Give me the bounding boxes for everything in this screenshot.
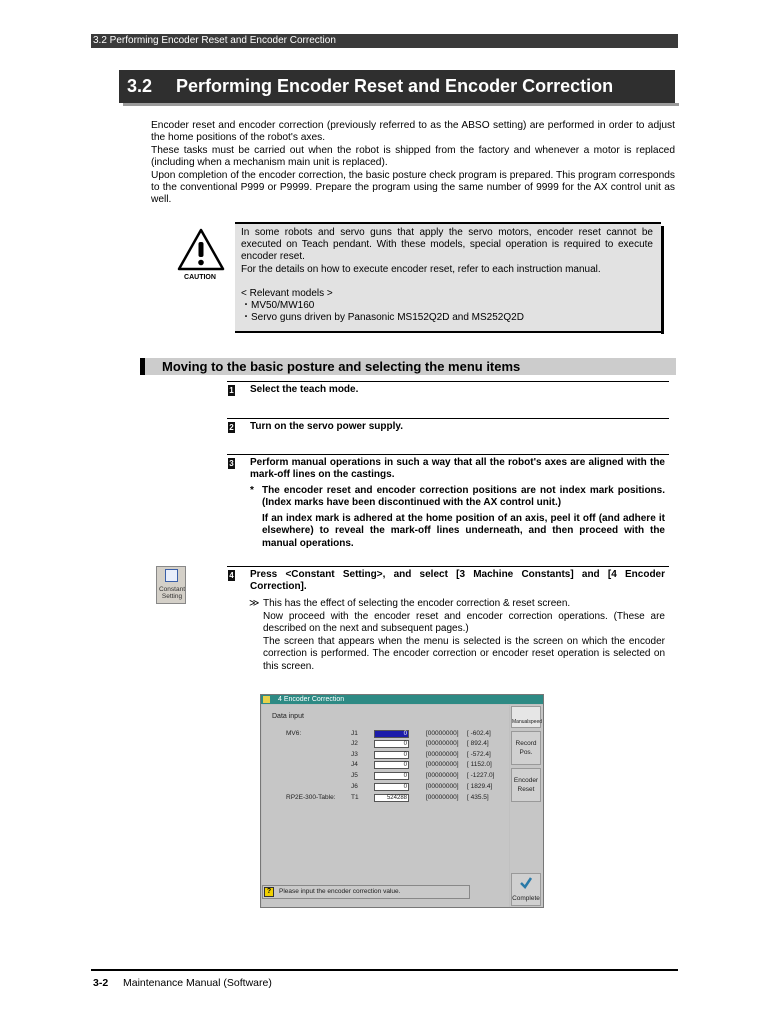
- caution-label: CAUTION: [184, 274, 216, 281]
- settings-glyph-icon: [165, 569, 178, 582]
- step-rule: [227, 381, 669, 382]
- mode-label: Manualspeed: [512, 719, 543, 725]
- note-mark: *: [250, 485, 254, 496]
- result-mark: ≫: [249, 598, 260, 609]
- footer-title: Maintenance Manual (Software): [123, 977, 272, 989]
- caution-line: < Relevant models >: [241, 287, 333, 299]
- axis-code: [00000000]: [426, 730, 459, 737]
- section-title-text: Performing Encoder Reset and Encoder Correction: [176, 76, 614, 96]
- message-text: Please input the encoder correction value.: [279, 888, 401, 895]
- section-title-shadow: [123, 103, 679, 106]
- axis-angle: [ 1152.0]: [467, 761, 492, 768]
- step-rule: [227, 454, 669, 455]
- caution-spacer: [241, 276, 653, 288]
- axis-value-field[interactable]: 0: [374, 761, 409, 769]
- step-number: 4: [229, 571, 234, 580]
- page-number: 3-2: [93, 977, 109, 989]
- screen-side-panel: [510, 705, 543, 907]
- step-note: The encoder reset and encoder correction positions are not index mark positions. (Index marks have been discontinued with the AX control unit.): [262, 485, 665, 509]
- button-label-line: Record: [515, 740, 537, 747]
- axis-angle: [ -572.4]: [467, 751, 491, 758]
- intro-paragraph: Encoder reset and encoder correction (previously referred to as the ABSO setting) are performed in order to adjust the home positions of the robot's axes.: [151, 120, 675, 144]
- icon-label-line: Constant: [158, 586, 186, 593]
- step-number: 3: [229, 459, 234, 468]
- button-label-line: Encoder: [513, 777, 539, 784]
- icon-label-line: Setting: [161, 593, 183, 600]
- robot-label: MV6:: [286, 730, 302, 737]
- screen-title: 4 Encoder Correction: [278, 696, 345, 703]
- axis-angle: [ -1227.0]: [467, 772, 495, 779]
- subheading: [140, 358, 676, 375]
- footer-rule: [91, 969, 678, 971]
- step-text: Turn on the servo power supply.: [250, 421, 403, 432]
- axis-angle: [ 1829.4]: [467, 783, 493, 790]
- section-title: [119, 70, 675, 103]
- caution-line: ・MV50/MW160: [241, 300, 315, 312]
- button-label-line: Reset: [517, 786, 535, 793]
- step-note: If an index mark is adhered at the home position of an axis, peel it off (and adhere it elsewhere) to reveal the mark-off lines underneath, and then proceed with the manual operations.: [262, 513, 665, 549]
- section-number: 3.2: [127, 76, 153, 96]
- running-header: 3.2 Performing Encoder Reset and Encoder Correction: [91, 34, 678, 48]
- axis-value-field[interactable]: 0: [374, 751, 409, 759]
- axis-value-field[interactable]: 0: [374, 740, 409, 748]
- axis-value-field[interactable]: 0: [374, 730, 409, 738]
- axis-label: J1: [351, 730, 358, 737]
- complete-icon: [519, 876, 533, 890]
- encoder-correction-screenshot: [260, 694, 544, 908]
- step-text: Press <Constant Setting>, and select [3 Machine Constants] and [4 Encoder Correction].: [250, 569, 665, 593]
- window-icon: [263, 696, 270, 703]
- axis-code: [00000000]: [426, 794, 459, 801]
- axis-label: J5: [351, 772, 358, 779]
- caution-line: ・Servo guns driven by Panasonic MS152Q2D and MS252Q2D: [241, 312, 524, 324]
- axis-code: [00000000]: [426, 772, 459, 779]
- step-number: 1: [229, 386, 234, 395]
- step-result: Now proceed with the encoder reset and encoder correction operations. (These are described on the next and subsequent pages.): [263, 611, 665, 635]
- step-text: Perform manual operations in such a way that all the robot's axes are aligned with the mark-off lines on the castings.: [250, 457, 665, 481]
- step-text: Select the teach mode.: [250, 384, 359, 395]
- table-label: RP2E-300-Table:: [286, 794, 336, 801]
- step-result: The screen that appears when the menu is selected is the screen on which the encoder correction is performed. The encoder correction or encoder reset operation is selected on this screen.: [263, 636, 665, 672]
- record-pos-button[interactable]: [511, 731, 541, 765]
- axis-angle: [ 892.4]: [467, 740, 489, 747]
- button-label-line: Pos.: [519, 749, 533, 756]
- message-bar: [262, 885, 470, 899]
- caution-line: In some robots and servo guns that apply the servo motors, encoder reset cannot be executed on Teach pendant. With these models, special operation is required to execute encoder reset.: [241, 227, 653, 263]
- intro-paragraph: Upon completion of the encoder correction, the basic posture check program is prepared. This program corresponds to the conventional P999 or P9999. Prepare the program using the same number of 9999 for the AX control unit as well.: [151, 169, 675, 206]
- data-input-label: Data input: [272, 713, 304, 720]
- axis-angle: [ -602.4]: [467, 730, 491, 737]
- caution-box-shadow: [661, 226, 664, 334]
- step-rule: [227, 418, 669, 419]
- axis-label: J4: [351, 761, 358, 768]
- intro-text: [151, 120, 675, 207]
- step-rule: [227, 566, 669, 567]
- mode-indicator: [511, 706, 541, 728]
- step-result: This has the effect of selecting the encoder correction & reset screen.: [263, 598, 571, 609]
- axis-code: [00000000]: [426, 783, 459, 790]
- constant-setting-icon: [156, 566, 186, 604]
- axis-label: J6: [351, 783, 358, 790]
- caution-line: For the details on how to execute encoder reset, refer to each instruction manual.: [241, 263, 601, 275]
- axis-code: [00000000]: [426, 740, 459, 747]
- constant-setting-label: [157, 586, 187, 600]
- screen-titlebar: [261, 695, 543, 704]
- axis-label: J2: [351, 740, 358, 747]
- axis-value-field[interactable]: 524288: [374, 794, 409, 802]
- axis-angle: [ 435.5]: [467, 794, 489, 801]
- axis-label: J3: [351, 751, 358, 758]
- axis-code: [00000000]: [426, 761, 459, 768]
- axis-value-field[interactable]: 0: [374, 783, 409, 791]
- caution-box: [235, 222, 661, 333]
- encoder-reset-button[interactable]: [511, 768, 541, 802]
- step-number: 2: [229, 423, 234, 432]
- axis-value-field[interactable]: 0: [374, 772, 409, 780]
- help-icon: ?: [264, 887, 274, 897]
- caution-icon: [177, 228, 225, 272]
- subheading-bar: [140, 358, 145, 375]
- axis-label: T1: [351, 794, 359, 801]
- intro-paragraph: These tasks must be carried out when the robot is shipped from the factory and whenever a motor is replaced (including when a mechanism main unit is replaced).: [151, 144, 675, 169]
- screen-main: [262, 705, 509, 907]
- complete-label: Complete: [512, 895, 540, 902]
- subheading-text: Moving to the basic posture and selecting the menu items: [162, 359, 521, 374]
- axis-code: [00000000]: [426, 751, 459, 758]
